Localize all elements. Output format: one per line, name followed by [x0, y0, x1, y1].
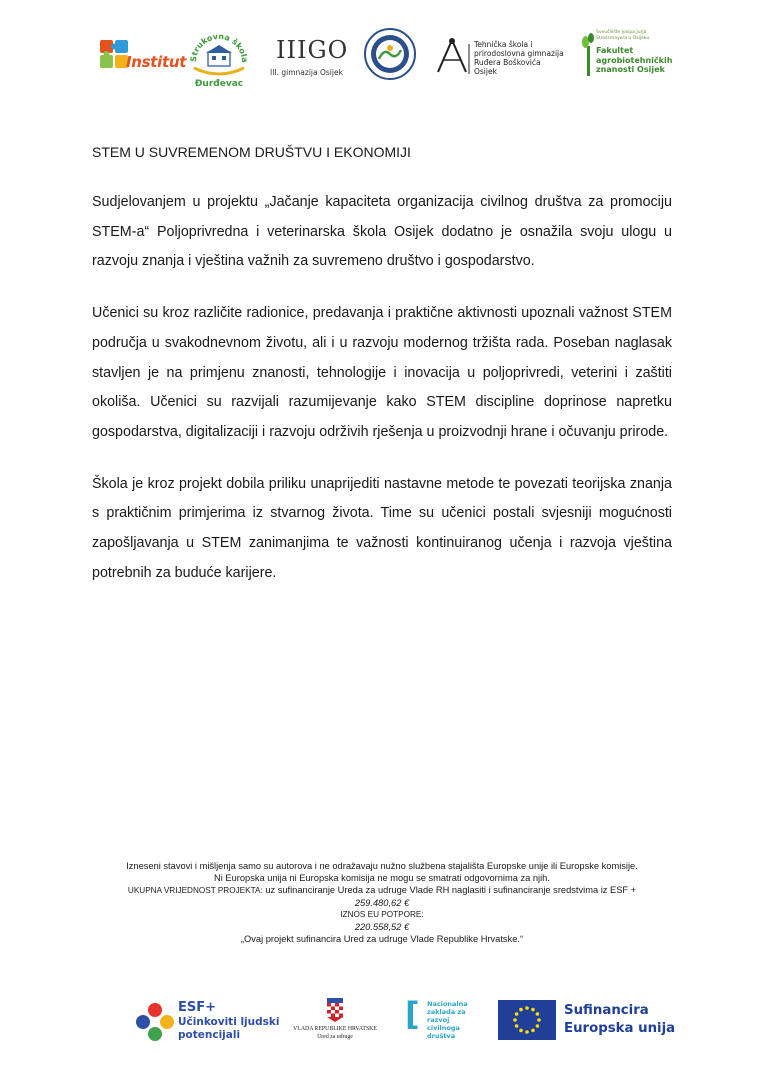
strukovna-arc-text: Strukovna škola	[188, 31, 250, 63]
sprout-icon	[582, 32, 594, 78]
cofinancing-note: „Ovaj projekt sufinancira Ured za udruge Vlade Republike Hrvatske.“	[240, 934, 524, 944]
tehnicka-line: Tehnička škola i	[474, 40, 533, 49]
document-title: STEM U SUVREMENOM DRUŠTVU I EKONOMIJI	[92, 144, 411, 160]
funder-logo-strip	[130, 995, 676, 1046]
esf-line: Učinkoviti ljudski	[178, 1016, 280, 1028]
school-seal-logo	[363, 26, 419, 90]
esf-flower-icon	[136, 1002, 174, 1042]
vlada-name: VLADA REPUBLIKE HRVATSKE	[293, 1026, 377, 1032]
zaklada-line: Nacionalna	[427, 1000, 468, 1008]
fakultet-name	[596, 46, 672, 75]
esf-subtitle	[178, 1016, 279, 1042]
tehnicka-caption	[474, 40, 564, 76]
body-paragraph: Sudjelovanjem u projektu „Jačanje kapaciteta organizacija civilnog društva za promociju STEM-a“ Poljoprivredna i veterinarska škola Osijek dodatno je osnažila svoju ulogu u razvoju znanja i vještina važnih za suvremeno društvo i gospodarstvo.	[92, 194, 672, 270]
eu-caption	[564, 1002, 675, 1038]
project-total-label: UKUPNA VRIJEDNOST PROJEKTA:	[127, 886, 263, 895]
vlada-office: Ured za udruge	[317, 1034, 353, 1040]
eu-stars-icon	[498, 1000, 556, 1040]
tehnicka-line: prirodoslovna gimnazija	[474, 49, 564, 58]
eu-line: Europska unija	[564, 1021, 676, 1036]
nacionalna-zaklada-logo	[405, 996, 485, 1046]
body-paragraph: Škola je kroz projekt dobila priliku unaprijediti nastavne metode te povezati teorijska znanja s praktičnim primjerima iz stvarnog života. Time su učenici postali svjesniji mogućnosti zapošljavanja u STEM zanimanjima te važnosti kontinuiranog učenja i razvoja vještina potrebnih za buduće karijere.	[92, 475, 672, 581]
esf-line: potencijali	[178, 1029, 241, 1041]
zaklada-caption	[427, 1000, 468, 1040]
zaklada-line: razvoj	[427, 1016, 450, 1024]
eu-support-value: 220.558,52 €	[354, 922, 410, 932]
eu-cofinanced-logo	[498, 996, 676, 1046]
fakultet-logo	[582, 26, 682, 90]
institut-logo-text: Institut	[126, 53, 187, 71]
zaklada-line: zaklada za	[427, 1008, 466, 1016]
fakultet-university	[596, 30, 649, 41]
project-total-row	[60, 884, 704, 897]
fakultet-line: Fakultet	[596, 46, 634, 55]
vlada-rh-logo	[285, 996, 385, 1046]
eu-flag-icon	[498, 1000, 556, 1040]
fakultet-line: znanosti Osijek	[596, 65, 665, 74]
header-logo-strip	[92, 26, 682, 90]
body-paragraph: Učenici su kroz različite radionice, predavanja i praktične aktivnosti upoznali važnost STEM područja u svakodnevnom životu, ali i u razvoju modernog tržišta rada. Poseban naglasak stavljen je na primjenu znanosti, tehnologije i inovacija u poljoprivredi, veterini i zaštiti okoliša. Učenici su razvijali razumijevanje kako STEM discipline doprinose napretku gospodarstva, digitalizaciji i razvoju održivih rješenja u proizvodnji hrane i očuvanju prirode.	[92, 305, 672, 440]
document-body	[92, 188, 672, 610]
croatian-coat-of-arms-icon	[327, 998, 343, 1022]
institut-logo	[98, 26, 187, 90]
project-total-value: 259.480,62 €	[354, 898, 410, 908]
disclaimer-line-2: Ni Europska unija ni Europska komisija ne mogu se smatrati odgovornima za njih.	[214, 873, 550, 883]
school-building-icon	[188, 28, 250, 88]
strukovna-skola-logo	[188, 26, 252, 90]
zaklada-line: civilnoga	[427, 1024, 460, 1032]
tehnicka-skola-logo	[434, 26, 574, 90]
funding-disclaimer	[60, 860, 704, 945]
fakultet-line: agrobiotehničkih	[596, 55, 673, 65]
tehnicka-line: Osijek	[474, 67, 497, 76]
disclaimer-line-1: Izneseni stavovi i mišljenja samo su autorova i ne odražavaju nužno službena stajališta Europske unije ili Europske komisije.	[126, 861, 638, 871]
eu-line: Sufinancira	[564, 1003, 649, 1018]
gimnazija-caption: III. gimnazija Osijek	[270, 68, 343, 77]
esf-title: ESF+	[178, 1000, 217, 1015]
zaklada-bracket-icon: [	[405, 995, 420, 1033]
fakultet-small-line: Strossmayera u Osijeku	[596, 35, 650, 41]
compass-emblem-icon	[434, 36, 470, 76]
esf-plus-logo	[136, 996, 280, 1046]
zaklada-line: društva	[427, 1032, 456, 1040]
gimnazija-mark: IIIGO	[276, 36, 349, 64]
eu-support-label: IZNOS EU POTPORE:	[340, 910, 424, 919]
tehnicka-line: Ruđera Boškovića	[474, 58, 541, 67]
seal-emblem-icon	[363, 26, 417, 82]
strukovna-name: Đurđevac	[194, 79, 244, 88]
fakultet-small-line: Sveučilište Josipa Jurja	[596, 30, 647, 35]
gimnazija-osijek-logo	[270, 26, 350, 90]
project-total-text: uz sufinanciranje Ureda za udruge Vlade RH naglasiti i sufinanciranje sredstvima iz ESF +	[262, 885, 637, 895]
